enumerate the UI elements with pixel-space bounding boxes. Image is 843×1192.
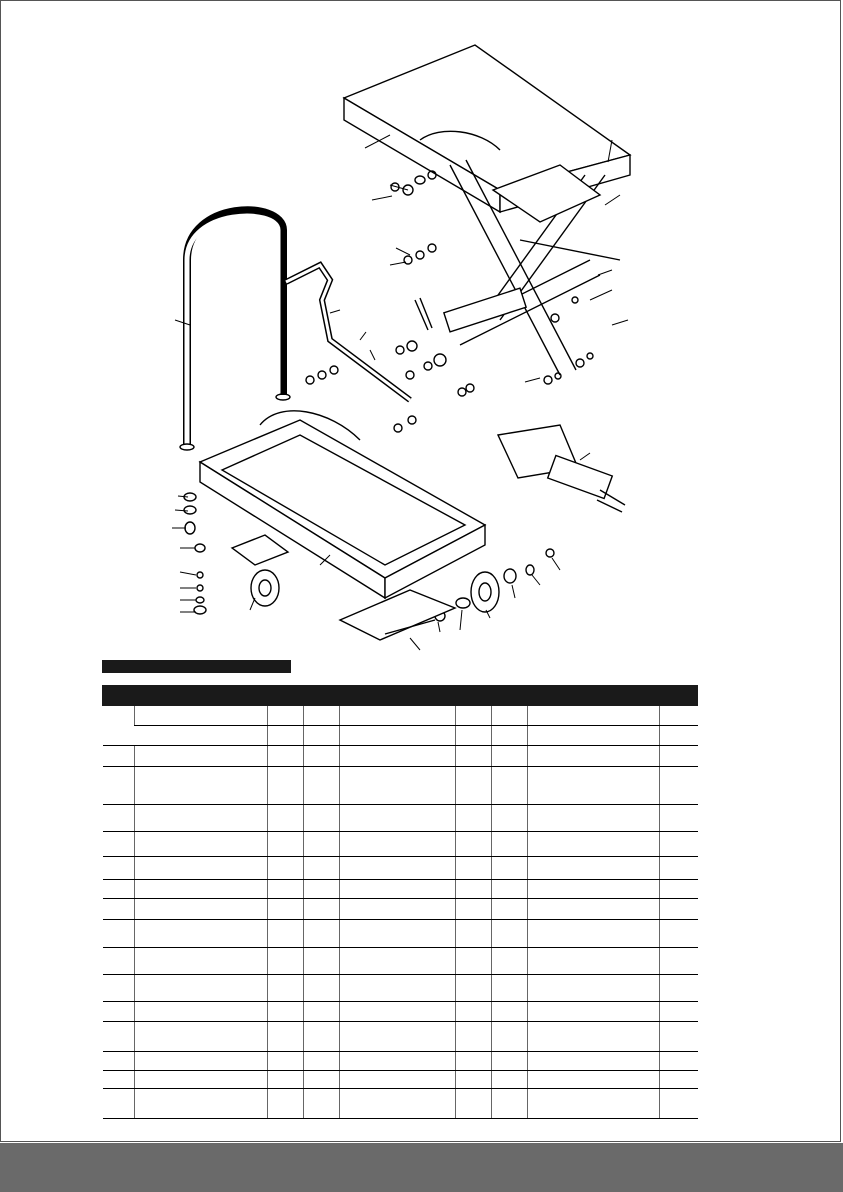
header-cell	[528, 686, 660, 706]
table-row	[103, 832, 698, 857]
header-cell	[103, 686, 135, 706]
header-cell	[268, 686, 304, 706]
table-row	[103, 975, 698, 1002]
header-cell	[304, 686, 340, 706]
table-row	[103, 880, 698, 899]
table-row	[103, 1071, 698, 1089]
table-row	[103, 805, 698, 832]
header-cell	[660, 686, 698, 706]
table-row	[103, 1002, 698, 1022]
table-row	[103, 767, 698, 805]
header-cell	[340, 686, 456, 706]
table-row	[103, 1089, 698, 1119]
header-cell	[135, 686, 268, 706]
header-cell	[456, 686, 492, 706]
table-header-row	[103, 686, 698, 706]
table-row	[103, 948, 698, 975]
table-row	[103, 1052, 698, 1071]
table-row	[103, 1022, 698, 1052]
table-row	[103, 746, 698, 767]
table-row	[103, 706, 698, 726]
table-row	[103, 899, 698, 920]
page-footer-band	[0, 1143, 843, 1192]
table-row	[103, 920, 698, 948]
table-row	[103, 726, 698, 746]
foot-pedal	[286, 265, 410, 400]
parts-list-table	[102, 685, 698, 1119]
hydraulic-cylinder	[498, 425, 625, 512]
base-frame	[200, 411, 485, 598]
table-row	[103, 857, 698, 880]
parts-list-heading-bar	[102, 660, 291, 673]
header-cell	[492, 686, 528, 706]
swivel-caster	[232, 535, 288, 606]
axle	[340, 590, 455, 640]
